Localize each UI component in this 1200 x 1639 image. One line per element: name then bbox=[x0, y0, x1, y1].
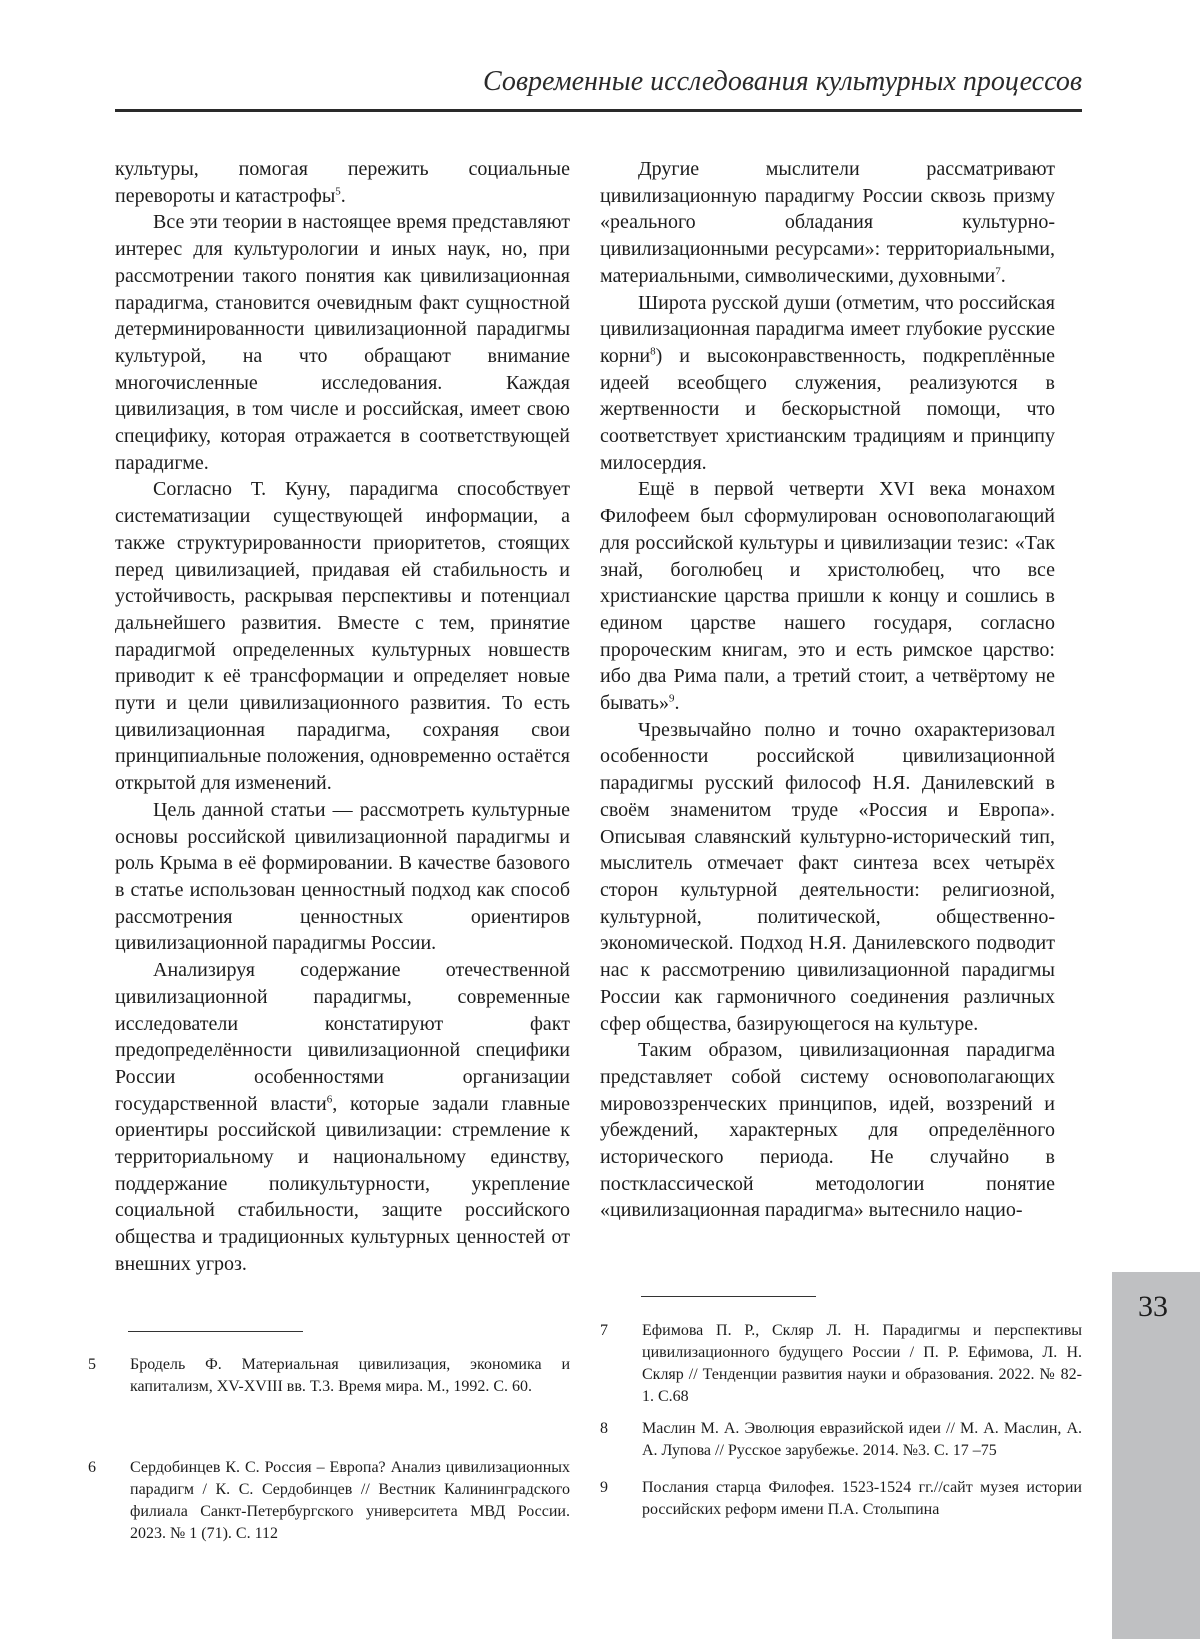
footnote bbox=[600, 1418, 1090, 1462]
paragraph bbox=[600, 1037, 1055, 1224]
footnote-ref: 5 bbox=[335, 185, 341, 198]
paragraph-text: Чрезвычайно полно и точно охарактеризовал особенности российской цивилизационной парадигмы русский философ Н.Я. Данилевский в своём знаменитом труде «Россия и Европа». Описывая славянский культурно-исторический тип, мыслитель отмечает факт синтеза всех четырёх сторон культурной деятельности: религиозной, культурной, политической, общественно-экономической. Подход Н.Я. Данилевского подводит нас к рассмотрению цивилизационной парадигмы России как гармоничного соединения различных сфер общества, базирующегося на культуре. bbox=[600, 718, 1055, 1035]
paragraph bbox=[115, 156, 570, 209]
header-rule bbox=[115, 109, 1082, 112]
footnote bbox=[88, 1457, 578, 1545]
footnote-text: Маслин М. А. Эволюция евразийской идеи // М. А. Маслин, А. А. Лупова // Русское зарубежье. 2014. №3. С. 17 –75 bbox=[642, 1420, 1082, 1459]
footnote-text: Сердобинцев К. С. Россия – Европа? Анализ цивилизационных парадигм / К. С. Сердобинцев // Вестник Калининградского филиала Санкт-Петербургского университета МВД России. 2023. № 1 (71). С. 112 bbox=[130, 1459, 570, 1542]
paragraph bbox=[600, 476, 1055, 716]
footnote-ref: 7 bbox=[995, 265, 1001, 278]
paragraph-text-after: . bbox=[340, 184, 346, 207]
paragraph bbox=[115, 209, 570, 476]
footnote-ref: 8 bbox=[650, 345, 656, 358]
paragraph-text: Согласно Т. Куну, парадигма способствует систематизации существующей информации, а также структурированности приоритетов, стоящих перед цивилизацией, придавая ей стабильность и устойчивость, раскрывая перспективы и потенциал дальнейшего развития. Вместе с тем, принятие парадигмой определенных культурных новшеств приводит к её трансформации и определяет новые пути и цели цивилизационного развития. То есть цивилизационная парадигма, сохраняя свои принципиальные положения, одновременно остаётся открытой для изменений. bbox=[115, 478, 570, 795]
paragraph bbox=[600, 290, 1055, 477]
paragraph-text: культуры, помогая пережить социальные перевороты и катастрофы bbox=[115, 158, 570, 207]
right-column bbox=[600, 156, 1055, 1224]
footnote-number: 8 bbox=[600, 1420, 608, 1437]
footnote-text: Послания старца Филофея. 1523-1524 гг.//сайт музея истории российских реформ имени П.А. Столыпина bbox=[642, 1479, 1082, 1518]
footnote bbox=[600, 1320, 1090, 1408]
paragraph-text: Широта русской души (отметим, что российская цивилизационная парадигма имеет глубокие русские корни bbox=[600, 291, 1055, 367]
footnote-rule-left bbox=[128, 1331, 303, 1332]
page-number: 33 bbox=[1138, 1290, 1168, 1323]
paragraph bbox=[115, 476, 570, 796]
footnote-ref: 6 bbox=[326, 1092, 333, 1105]
footnote bbox=[600, 1477, 1090, 1521]
paragraph-text: Анализируя содержание отечественной цивилизационной парадигмы, современные исследователи констатируют факт предопределённости цивилизационной специфики России особенностями организации государственной власти bbox=[115, 959, 570, 1115]
footnote-rule-right bbox=[641, 1296, 816, 1297]
paragraph-text: Все эти теории в настоящее время представляют интерес для культурологии и иных наук, но, при рассмотрении такого понятия как цивилизационная парадигма, становится очевидным факт сущностной детерминированности цивилизационной парадигмы культурой, на что обращают внимание многочисленные исследования. Каждая цивилизация, в том числе и российская, имеет свою специфику, которая отражается в соответствующей парадигме. bbox=[115, 211, 570, 474]
page-tab bbox=[1112, 1272, 1200, 1639]
paragraph bbox=[600, 717, 1055, 1037]
footnote-text: Ефимова П. Р., Скляр Л. Н. Парадигмы и перспективы цивилизационного будущего России / П. Р. Ефимова, Л. Н. Скляр // Тенденции развития науки и образования. 2022. № 82-1. С.68 bbox=[642, 1322, 1082, 1405]
footnote bbox=[88, 1354, 578, 1398]
paragraph-text-after: . bbox=[674, 692, 680, 715]
paragraph-text-after: . bbox=[1000, 264, 1006, 287]
paragraph-text: Таким образом, цивилизационная парадигма представляет собой систему основополагающих мировоззренческих принципов, идей, воззрений и убеждений, характерных для определённого исторического периода. Не случайно в постклассической методологии понятие «цивилизационная парадигма» вытеснило нацио- bbox=[600, 1039, 1055, 1222]
paragraph-text: Другие мыслители рассматривают цивилизационную парадигму России сквозь призму «реального обладания культурно-цивилизационными ресурсами»: территориальными, материальными, символическими, духовными bbox=[600, 158, 1055, 287]
paragraph-text: Цель данной статьи — рассмотреть культурные основы российской цивилизационной парадигмы и роль Крыма в её формировании. В качестве базового в статье использован ценностный подход как способ рассмотрения ценностных ориентиров цивилизационной парадигмы России. bbox=[115, 798, 570, 955]
footnote-ref: 9 bbox=[669, 692, 675, 705]
paragraph-text: Ещё в первой четверти XVI века монахом Филофеем был сформулирован основополагающий для российской культуры и цивилизации тезис: «Так знай, боголюбец и христолюбец, что все христианские царства пришли к концу и сошлись в едином царстве нашего государя, согласно пророческим книгам, это и есть римское царство: ибо два Рима пали, а третий стоит, а четвёртому не бывать» bbox=[600, 478, 1055, 715]
paragraph-text-after: , которые задали главные ориентиры российской цивилизации: стремление к территориальному и национальному единству, поддержание поликультурности, укрепление социальной стабильности, защите российского общества и традиционных культурных ценностей от внешних угроз. bbox=[115, 1092, 570, 1275]
footnote-number: 6 bbox=[88, 1459, 96, 1476]
paragraph-text-after: ) и высоконравственность, подкреплённые идеей всеобщего служения, реализуются в жертвенности и бескорыстной помощи, что соответствует христианским традициям и принципу милосердия. bbox=[600, 344, 1055, 474]
paragraph bbox=[600, 156, 1055, 290]
footnote-text: Бродель Ф. Материальная цивилизация, экономика и капитализм, XV-XVIII вв. Т.3. Время мира. М., 1992. С. 60. bbox=[130, 1356, 570, 1395]
footnote-number: 7 bbox=[600, 1322, 608, 1339]
footnote-number: 9 bbox=[600, 1479, 608, 1496]
paragraph bbox=[115, 957, 570, 1277]
paragraph bbox=[115, 797, 570, 957]
footnote-number: 5 bbox=[88, 1356, 96, 1373]
left-column bbox=[115, 156, 570, 1278]
running-head: Современные исследования культурных процессов bbox=[482, 66, 1082, 97]
